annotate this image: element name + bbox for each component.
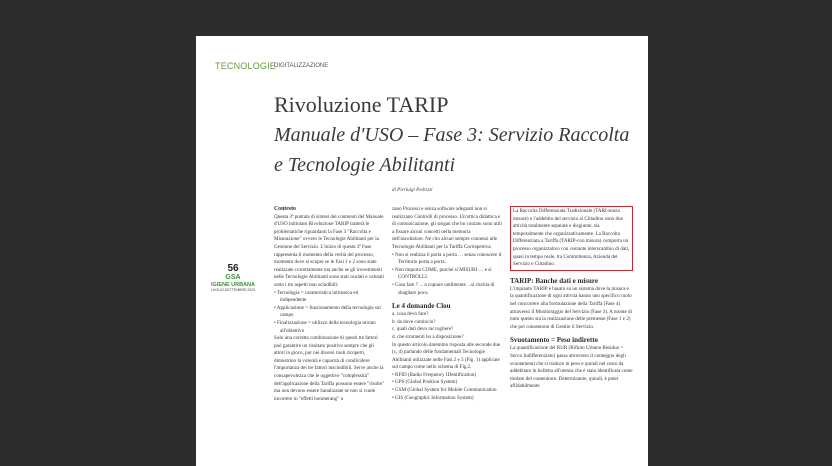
article-subtitle-line2: e Tecnologie Abilitanti <box>274 154 456 176</box>
magazine-logo: GSA <box>225 274 241 281</box>
bullet-item: • Cosa fare ? ... a copiare umilmente ...si rischia di sbagliare poco. <box>392 281 495 296</box>
article-subtitle-line1: Manuale d'USO – Fase 3: Servizio Raccolta <box>274 124 630 146</box>
bullet-item: • Applicazione = funzionamento della tecnologia sul campo <box>274 304 381 319</box>
paragraph: c. quali dati devo raccogliere? <box>392 326 454 333</box>
subsection-label: DIGITALIZZAZIONE <box>274 63 329 69</box>
bullet-item: • Tecnologia = caratteristica intrinseca ed indipendente <box>274 289 359 304</box>
callout-text: La Raccolta Differenziata Tradizionale (TARI-senza misure) e l'addebito del servizio al Cittadino sono due attività totalmente separate e disgiunte, sia temporalmente che organizzativamente. La Raccolta Differenziata a Tariffa (TARIP-con misura) comporta un processo organizzativo con costante interscambio di dati, quasi in tempo reale, tra Committenza, Azienda del Servizio e Cittadino. <box>513 208 630 268</box>
paragraph: b. da dove comincio? <box>392 318 436 325</box>
paragraph: La quantificazione del RUR (Rifiuto Urbano Residuo = Secco Indifferenziato) passa attraverso il conteggio degli svuotamenti che si traduce in peso e quindi nel costo da addebitare in bolletta all'utenza che è stata identificata come titolare del contenitore. Determinante, quindi, è poter affidabilmente <box>510 345 633 390</box>
magazine-page <box>196 36 648 466</box>
bullet-item: • GSM (Global System for Mobile Communication <box>392 387 497 394</box>
paragraph: zano Processi e senza software adeguati non si realizzano Controlli di processo. Un'ottica didattica e di comunicazione, gli slogan che ho coniato sono utili a fissare alcuni concetti nella memoria dell'ascoltatore. Ne cito alcuni sempre connessi alle Tecnologie Abilitanti per la Tariffa Corrispettiva. <box>392 206 502 250</box>
text-column-2 <box>392 206 502 402</box>
bullet-item: • Finalizzazione = utilizzo della tecnologia mirato all'obiettivo <box>274 319 376 334</box>
article-title: Rivoluzione TARIP <box>274 92 449 117</box>
paragraph: Solo una corretta combinazione di questi tre fattori può garantire un risultato positivo sempre che gli attori in gioco, pur nei diversi ruoli ricoperti, dimostrino la volontà e capacità di condividere l'importanza dei tre fattori inscindibili. Serve anche la consapevolezza che le oggettive "complessità" dell'applicazione della Tariffa possono essere "risolte" ma non devono essere banalizzate se non si vuole incorrere in "effetti boomerang" o <box>274 335 385 402</box>
issue-date: LUGLIO-SETTEMBRE 2023 <box>210 288 256 292</box>
bullet-item: • GIS (Geographic Information System) <box>392 394 474 401</box>
bullet-item: • Non si realizza il porta a porta … senza conoscere il Territorio porta a porta. <box>392 251 502 266</box>
bullet-item: • RFID (Radio Frequency IDentification) <box>392 371 477 378</box>
section-heading: Contesto <box>274 206 296 212</box>
section-heading: Le 4 domande Clou <box>392 302 451 311</box>
page-number: 56 <box>227 263 239 274</box>
magazine-name: IGIENE URBANA <box>210 282 255 288</box>
callout-box <box>510 206 633 271</box>
text-column-3 <box>510 206 633 391</box>
bullet-item: • Non importa COME, purché si MISURI … e si CONTROLLI. <box>392 266 492 281</box>
page-sidebar <box>196 263 270 293</box>
text-column-3-body <box>510 277 633 391</box>
paragraph: In questo articolo daremmo risposta alle seconde due (c, d) parlando delle fondamentali Tecnologie Abilitanti utilizzate nelle Fasi 2 e 3 (Fig. 1) applicate sul campo come nello schema di Fig.2. <box>392 341 501 371</box>
paragraph: Questa 3ª puntata di sintesi dei contenuti del Manuale d'USO intitolato Rivoluzione TARIP tratterà le problematiche riguardanti la Fase 3 "Raccolta e Misurazione" ovvero le Tecnologie Abilitanti per la Gestione del Servizio. L'inizio di questa 3ª Fase rappresenta il momento della verità del processo, momento dove si scopre se le Fasi 1 e 2 sono state realizzate correttamente ma anche se gli investimenti nelle Tecnologie Abilitanti sono stati oculati e valutati sotto i tre aspetti non scindibili: <box>274 213 385 288</box>
section-heading: Svuotamento = Peso indiretto <box>510 336 599 345</box>
section-heading: TARIP: Banche dati e misure <box>510 276 599 285</box>
section-label: TECNOLOGIE <box>215 61 277 71</box>
paragraph: a. cosa devo fare? <box>392 311 429 318</box>
author-byline: di Pierluigi Pedrizzi <box>392 188 433 193</box>
text-column-1 <box>274 206 385 403</box>
bullet-item: • GPS (Global Position System) <box>392 379 458 386</box>
paragraph: L'impianto TARIP è basato su un sistema dove la misura e la quantificazione di ogni attività hanno uno specifico ruolo nel concorrere alla formulazione della Tariffa (Fase 4) attraverso il Monitoraggio del Servizio (Fase 3). A monte di tutto questo sta la realizzazione delle premesse (Fase 1 e 2) che poi consentono di Gestire il Servizio. <box>510 285 632 330</box>
paragraph: d. che strumenti ho a disposizione? <box>392 333 464 340</box>
